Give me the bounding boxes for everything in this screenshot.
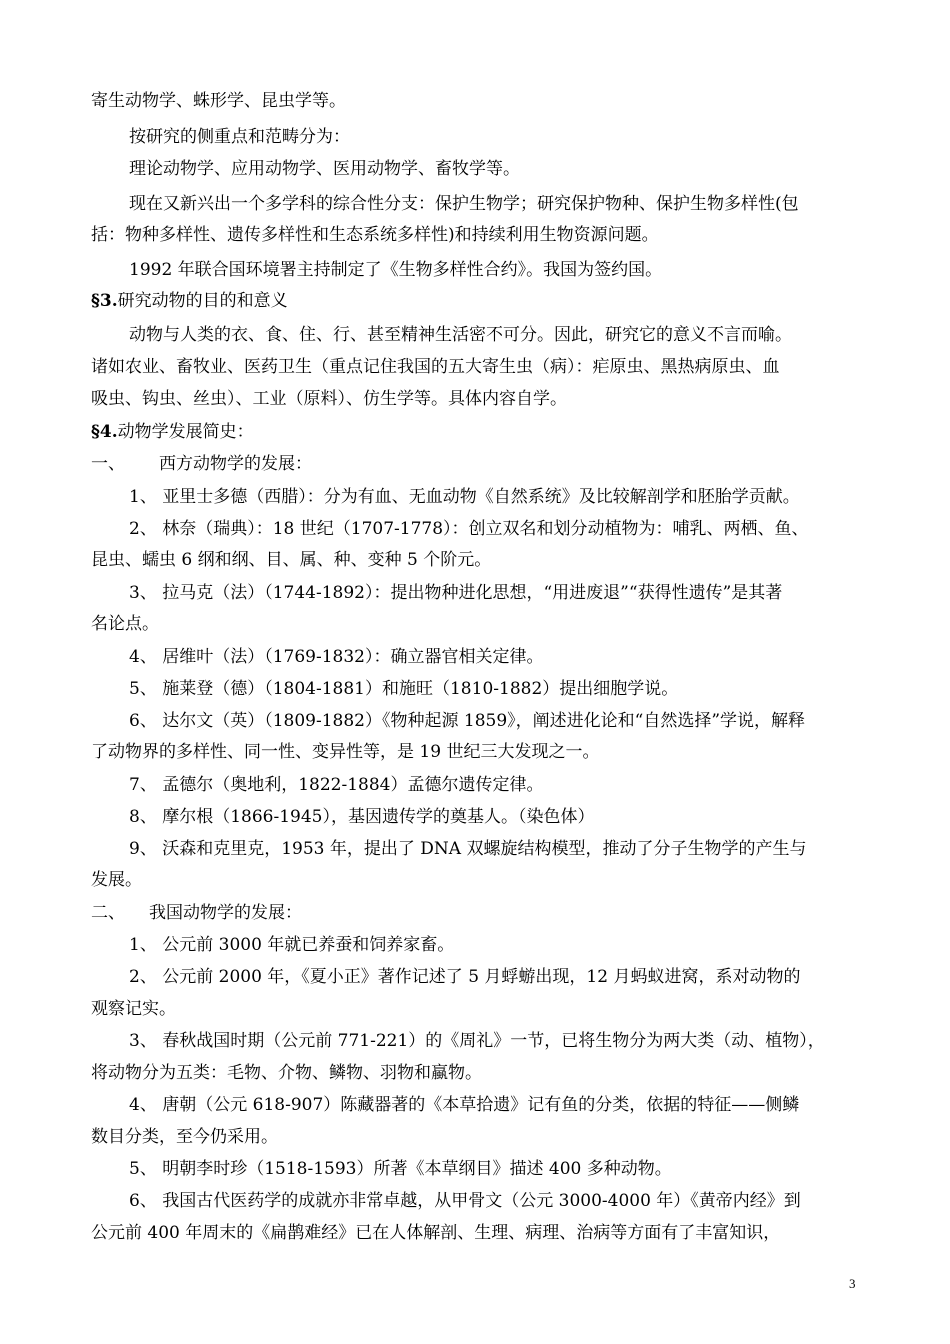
list-item: 9、 沃森和克里克，1953 年，提出了 DNA 双螺旋结构模型，推动了分子生物学的产生与: [129, 839, 807, 859]
text-line: 公元前 400 年周末的《扁鹊难经》已在人体解剖、生理、病理、治病等方面有了丰富知识，: [91, 1223, 781, 1243]
section-4-heading: [91, 421, 861, 443]
list-item: 4、 唐朝（公元 618-907）陈藏器著的《本草拾遗》记有鱼的分类，依据的特征——侧鳞: [129, 1095, 800, 1115]
text-line: 将动物分为五类：毛物、介物、鳞物、羽物和蠃物。: [91, 1063, 482, 1083]
page-number: 3: [849, 1276, 856, 1291]
text-line: 诸如农业、畜牧业、医药卫生（重点记住我国的五大寄生虫（病）：疟原虫、黑热病原虫、血: [91, 357, 780, 377]
part-1-heading: [91, 453, 861, 475]
part-label: 一、: [91, 454, 125, 474]
section-title: 动物学发展简史：: [117, 422, 254, 442]
list-item: 5、 施莱登（德）（1804-1881）和施旺（1810-1882）提出细胞学说。: [129, 679, 679, 699]
section-3-heading: [91, 290, 861, 312]
text-line: 发展。: [91, 870, 142, 890]
list-item: 1、 亚里士多德（西腊）：分为有血、无血动物《自然系统》及比较解剖学和胚胎学贡献。: [129, 487, 800, 507]
list-item: 8、 摩尔根（1866-1945），基因遗传学的奠基人。（染色体）: [129, 807, 595, 827]
text-line: 现在又新兴出一个多学科的综合性分支：保护生物学；研究保护物种、保护生物多样性(包: [129, 194, 799, 214]
part-label: 二、: [91, 903, 125, 923]
list-item: 2、 林奈（瑞典）：18 世纪（1707-1778）：创立双名和划分动植物为：哺乳、两栖、鱼、: [129, 519, 809, 539]
text-line: 理论动物学、应用动物学、医用动物学、畜牧学等。: [129, 159, 520, 179]
text-line: 观察记实。: [91, 999, 176, 1019]
text-line: 按研究的侧重点和范畴分为：: [129, 127, 350, 147]
section-number: §3.: [91, 291, 118, 311]
list-item: 3、 拉马克（法）（1744-1892）：提出物种进化思想，“用进废退”“获得性遗传”是其著: [129, 583, 783, 603]
text-line: 昆虫、蠕虫 6 纲和纲、目、属、种、变种 5 个阶元。: [91, 550, 492, 570]
text-line: 吸虫、钩虫、丝虫）、工业（原料）、仿生学等。具体内容自学。: [91, 389, 567, 409]
text-line: 了动物界的多样性、同一性、变异性等，是 19 世纪三大发现之一。: [91, 742, 600, 762]
list-item: 3、 春秋战国时期（公元前 771-221）的《周礼》一节，已将生物分为两大类（动、植物），: [129, 1031, 825, 1051]
text-line: 名论点。: [91, 614, 159, 634]
text-line: 寄生动物学、蛛形学、昆虫学等。: [91, 91, 346, 111]
text-line: 数目分类，至今仍采用。: [91, 1127, 278, 1147]
text-line: 动物与人类的衣、食、住、行、甚至精神生活密不可分。因此，研究它的意义不言而喻。: [129, 325, 792, 345]
list-item: 7、 孟德尔（奥地利，1822-1884）孟德尔遗传定律。: [129, 775, 544, 795]
text-line: 1992 年联合国环境署主持制定了《生物多样性合约》。我国为签约国。: [129, 260, 663, 280]
list-item: 2、 公元前 2000 年，《夏小正》著作记述了 5 月蜉蝣出现，12 月蚂蚁进窝，系对动物的: [129, 967, 801, 987]
part-title: 我国动物学的发展：: [149, 903, 302, 923]
text-line: 括：物种多样性、遗传多样性和生态系统多样性)和持续利用生物资源问题。: [91, 225, 659, 245]
list-item: 6、 我国古代医药学的成就亦非常卓越，从甲骨文（公元 3000-4000 年）《黄帝内经》到: [129, 1191, 801, 1211]
part-title: 西方动物学的发展：: [159, 454, 312, 474]
list-item: 1、 公元前 3000 年就已养蚕和饲养家畜。: [129, 935, 455, 955]
section-title: 研究动物的目的和意义: [117, 291, 288, 311]
list-item: 4、 居维叶（法）（1769-1832）：确立器官相关定律。: [129, 647, 544, 667]
part-2-heading: [91, 902, 861, 924]
section-number: §4.: [91, 422, 118, 442]
list-item: 5、 明朝李时珍（1518-1593）所著《本草纲目》描述 400 多种动物。: [129, 1159, 672, 1179]
list-item: 6、 达尔文（英）（1809-1882）《物种起源 1859》，阐述进化论和“自然选择”学说，解释: [129, 711, 806, 731]
